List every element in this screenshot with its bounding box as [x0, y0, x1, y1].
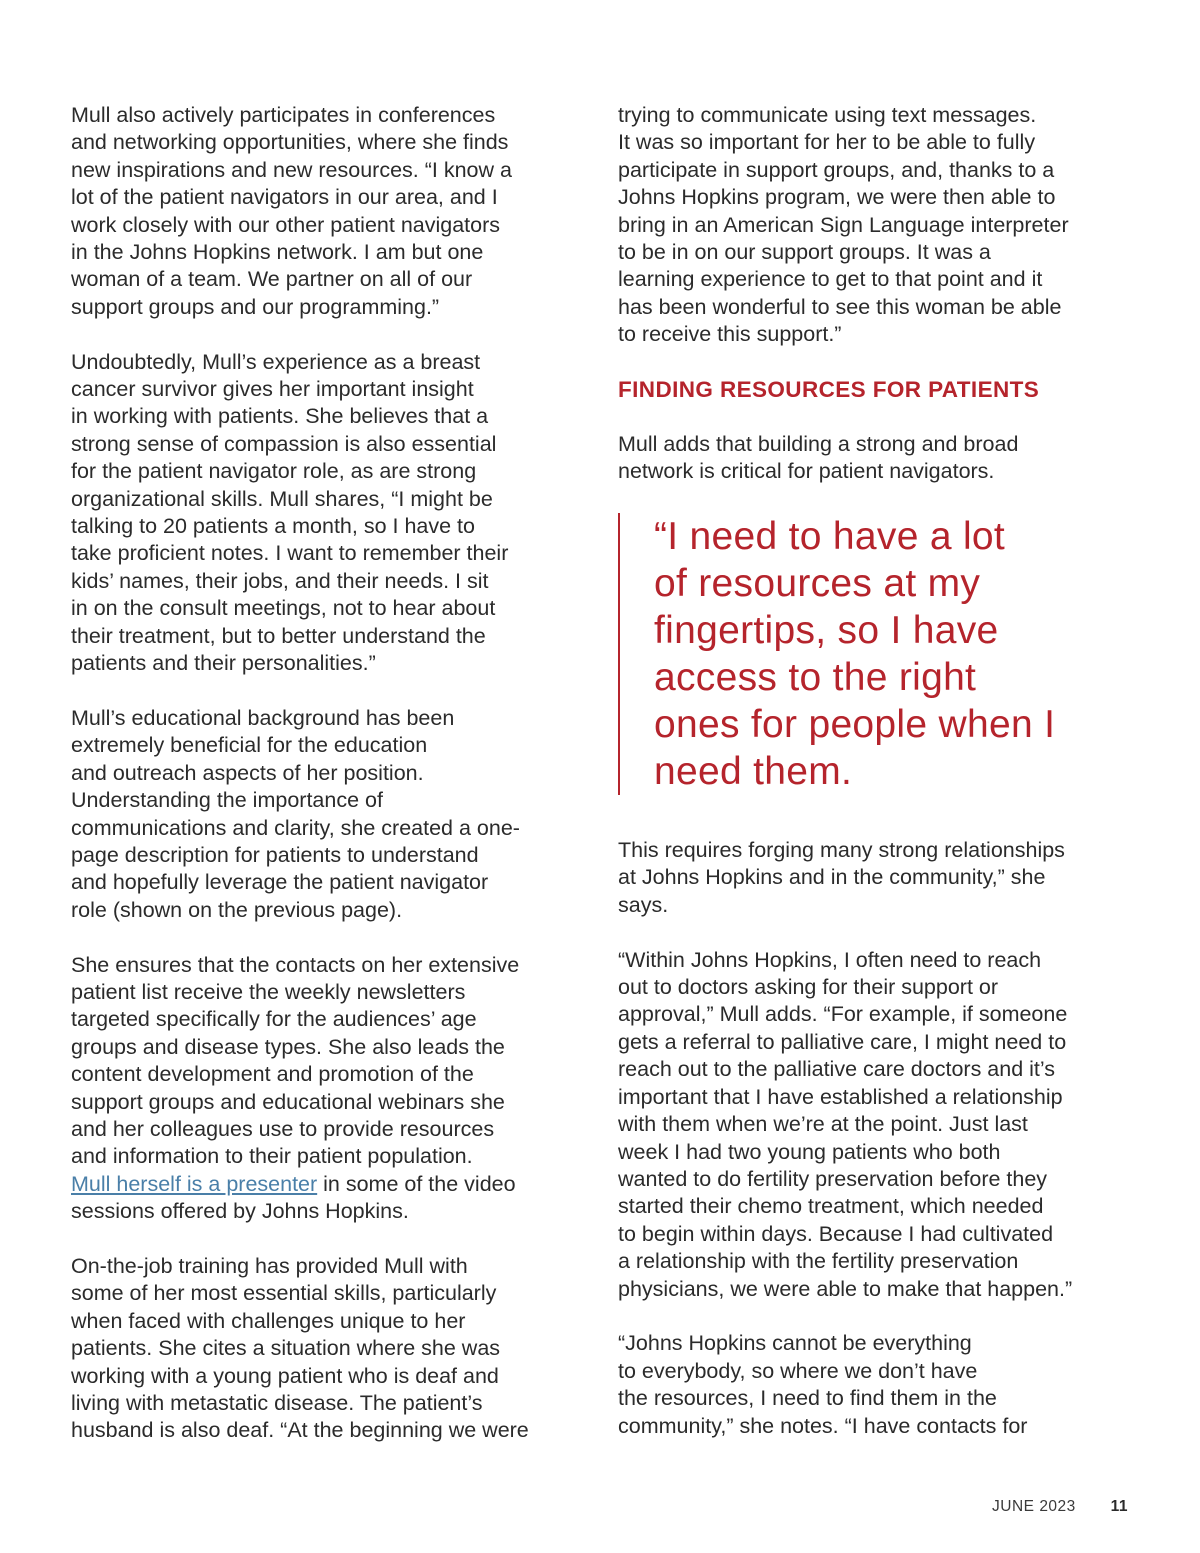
pull-quote-line: fingertips, so I have	[654, 609, 999, 653]
text-line: Undoubtedly, Mull’s experience as a breast	[71, 349, 481, 374]
text-line: to be in on our support groups. It was a	[618, 240, 991, 265]
text-line: new inspirations and new resources. “I know a	[71, 157, 512, 182]
text-line: to everybody, so where we don’t have	[618, 1358, 978, 1383]
page-footer	[992, 1498, 1128, 1516]
text-line: at Johns Hopkins and in the community,” she	[618, 865, 1046, 890]
text-line: content development and promotion of the	[71, 1062, 474, 1087]
text-line: says.	[618, 892, 669, 917]
text-line: important that I have established a relationship	[618, 1084, 1063, 1109]
text-line: and hopefully leverage the patient navigator	[71, 870, 489, 895]
text-line: in the Johns Hopkins network. I am but one	[71, 240, 484, 265]
pull-quote	[618, 513, 1138, 795]
right-paragraph-5	[618, 1330, 1138, 1440]
text-line: Mull also actively participates in conferences	[71, 103, 496, 127]
text-line: has been wonderful to see this woman be able	[618, 294, 1062, 319]
text-line: “Johns Hopkins cannot be everything	[618, 1331, 972, 1356]
text-line: kids’ names, their jobs, and their needs. I sit	[71, 568, 489, 593]
text-line: sessions offered by Johns Hopkins.	[71, 1199, 409, 1224]
text-line: patients and their personalities.”	[71, 651, 376, 676]
left-column	[71, 102, 591, 1472]
text-line: for the patient navigator role, as are strong	[71, 459, 477, 484]
text-line: support groups and educational webinars she	[71, 1089, 505, 1114]
text-line-with-link	[71, 1171, 591, 1198]
text-line: “Within Johns Hopkins, I often need to reach	[618, 947, 1042, 972]
text-line: support groups and our programming.”	[71, 294, 440, 319]
issue-date: JUNE 2023	[992, 1498, 1076, 1515]
text-line: approval,” Mull adds. “For example, if someone	[618, 1002, 1068, 1027]
text-line: some of her most essential skills, particularly	[71, 1281, 497, 1306]
text-line: Understanding the importance of	[71, 788, 383, 813]
right-paragraph-1	[618, 102, 1138, 349]
text-line: their treatment, but to better understand the	[71, 623, 486, 648]
text-line: targeted specifically for the audiences’ age	[71, 1007, 477, 1032]
right-paragraph-2	[618, 431, 1138, 486]
text-line: It was so important for her to be able to fully	[618, 130, 1036, 155]
text-line: participate in support groups, and, thanks to a	[618, 157, 1055, 182]
text-line: groups and disease types. She also leads the	[71, 1034, 505, 1059]
text-line: started their chemo treatment, which needed	[618, 1194, 1044, 1219]
pull-quote-line: need them.	[654, 750, 853, 794]
text-line: trying to communicate using text messages.	[618, 103, 1037, 127]
pull-quote-line: of resources at my	[654, 562, 981, 606]
text-line: patients. She cites a situation where she was	[71, 1336, 501, 1361]
text-line: talking to 20 patients a month, so I have to	[71, 514, 475, 539]
text-line: and networking opportunities, where she finds	[71, 130, 509, 155]
text-line: role (shown on the previous page).	[71, 897, 403, 922]
section-heading: FINDING RESOURCES FOR PATIENTS	[618, 377, 1040, 403]
text-line: take proficient notes. I want to remember their	[71, 541, 509, 566]
text-line: page description for patients to understand	[71, 842, 479, 867]
text-line: learning experience to get to that point and it	[618, 267, 1043, 292]
text-line: living with metastatic disease. The patient’s	[71, 1391, 483, 1416]
text-line: to receive this support.”	[618, 322, 842, 347]
text-line: community,” she notes. “I have contacts for	[618, 1413, 1028, 1438]
text-line: On-the-job training has provided Mull with	[71, 1254, 468, 1278]
pull-quote-line: ones for people when I	[654, 703, 1056, 747]
text-line: husband is also deaf. “At the beginning we were	[71, 1418, 529, 1443]
text-line: patient list receive the weekly newsletters	[71, 979, 466, 1004]
right-paragraph-4	[618, 947, 1138, 1303]
pull-quote-line: “I need to have a lot	[654, 515, 1006, 559]
text-line: and information to their patient population.	[71, 1144, 473, 1169]
text-line: cancer survivor gives her important insight	[71, 377, 474, 402]
text-line: strong sense of compassion is also essential	[71, 431, 497, 456]
text-line: lot of the patient navigators in our area, and I	[71, 185, 498, 210]
text-line: reach out to the palliative care doctors and it’s	[618, 1057, 1056, 1082]
text-line: This requires forging many strong relationships	[618, 838, 1065, 863]
text-line: week I had two young patients who both	[618, 1139, 1001, 1164]
text-line: She ensures that the contacts on her extensive	[71, 952, 520, 977]
text-line: organizational skills. Mull shares, “I might be	[71, 486, 493, 511]
text-line: when faced with challenges unique to her	[71, 1308, 466, 1333]
text-line: and outreach aspects of her position.	[71, 760, 424, 785]
right-column	[618, 102, 1138, 1467]
text-line: woman of a team. We partner on all of our	[71, 267, 473, 292]
text-line: network is critical for patient navigators.	[618, 459, 995, 484]
text-line: to begin within days. Because I had cultivated	[618, 1221, 1054, 1246]
text-line: a relationship with the fertility preservation	[618, 1249, 1019, 1274]
text-line: in on the consult meetings, not to hear about	[71, 596, 496, 621]
text-line: communications and clarity, she created a one-	[71, 815, 520, 840]
text-line: work closely with our other patient navigators	[71, 212, 501, 237]
text-line: Mull’s educational background has been	[71, 705, 455, 730]
pull-quote-line: access to the right	[654, 656, 977, 700]
text-fragment: in some of the video	[317, 1171, 516, 1196]
text-line: in working with patients. She believes that a	[71, 404, 489, 429]
text-line: and her colleagues use to provide resources	[71, 1116, 495, 1141]
left-paragraph-5	[71, 1253, 591, 1445]
text-line: bring in an American Sign Language interpreter	[618, 212, 1069, 237]
text-line: extremely beneficial for the education	[71, 733, 428, 758]
text-line: physicians, we were able to make that happen.”	[618, 1276, 1073, 1301]
text-line: with them when we’re at the point. Just last	[618, 1112, 1028, 1137]
left-paragraph-3	[71, 705, 591, 924]
text-line: out to doctors asking for their support or	[618, 975, 999, 1000]
page-number: 11	[1110, 1498, 1128, 1515]
text-line: Johns Hopkins program, we were then able to	[618, 185, 1056, 210]
text-line: working with a young patient who is deaf and	[71, 1363, 499, 1388]
left-paragraph-2	[71, 349, 591, 678]
right-paragraph-3	[618, 837, 1138, 919]
text-line: the resources, I need to find them in the	[618, 1386, 997, 1411]
presenter-video-link[interactable]: Mull herself is a presenter	[71, 1171, 318, 1196]
text-line: gets a referral to palliative care, I might need to	[618, 1029, 1067, 1054]
left-paragraph-1	[71, 102, 591, 321]
text-line: wanted to do fertility preservation before they	[618, 1166, 1048, 1191]
text-line: Mull adds that building a strong and broad	[618, 431, 1019, 456]
left-paragraph-4	[71, 952, 591, 1226]
